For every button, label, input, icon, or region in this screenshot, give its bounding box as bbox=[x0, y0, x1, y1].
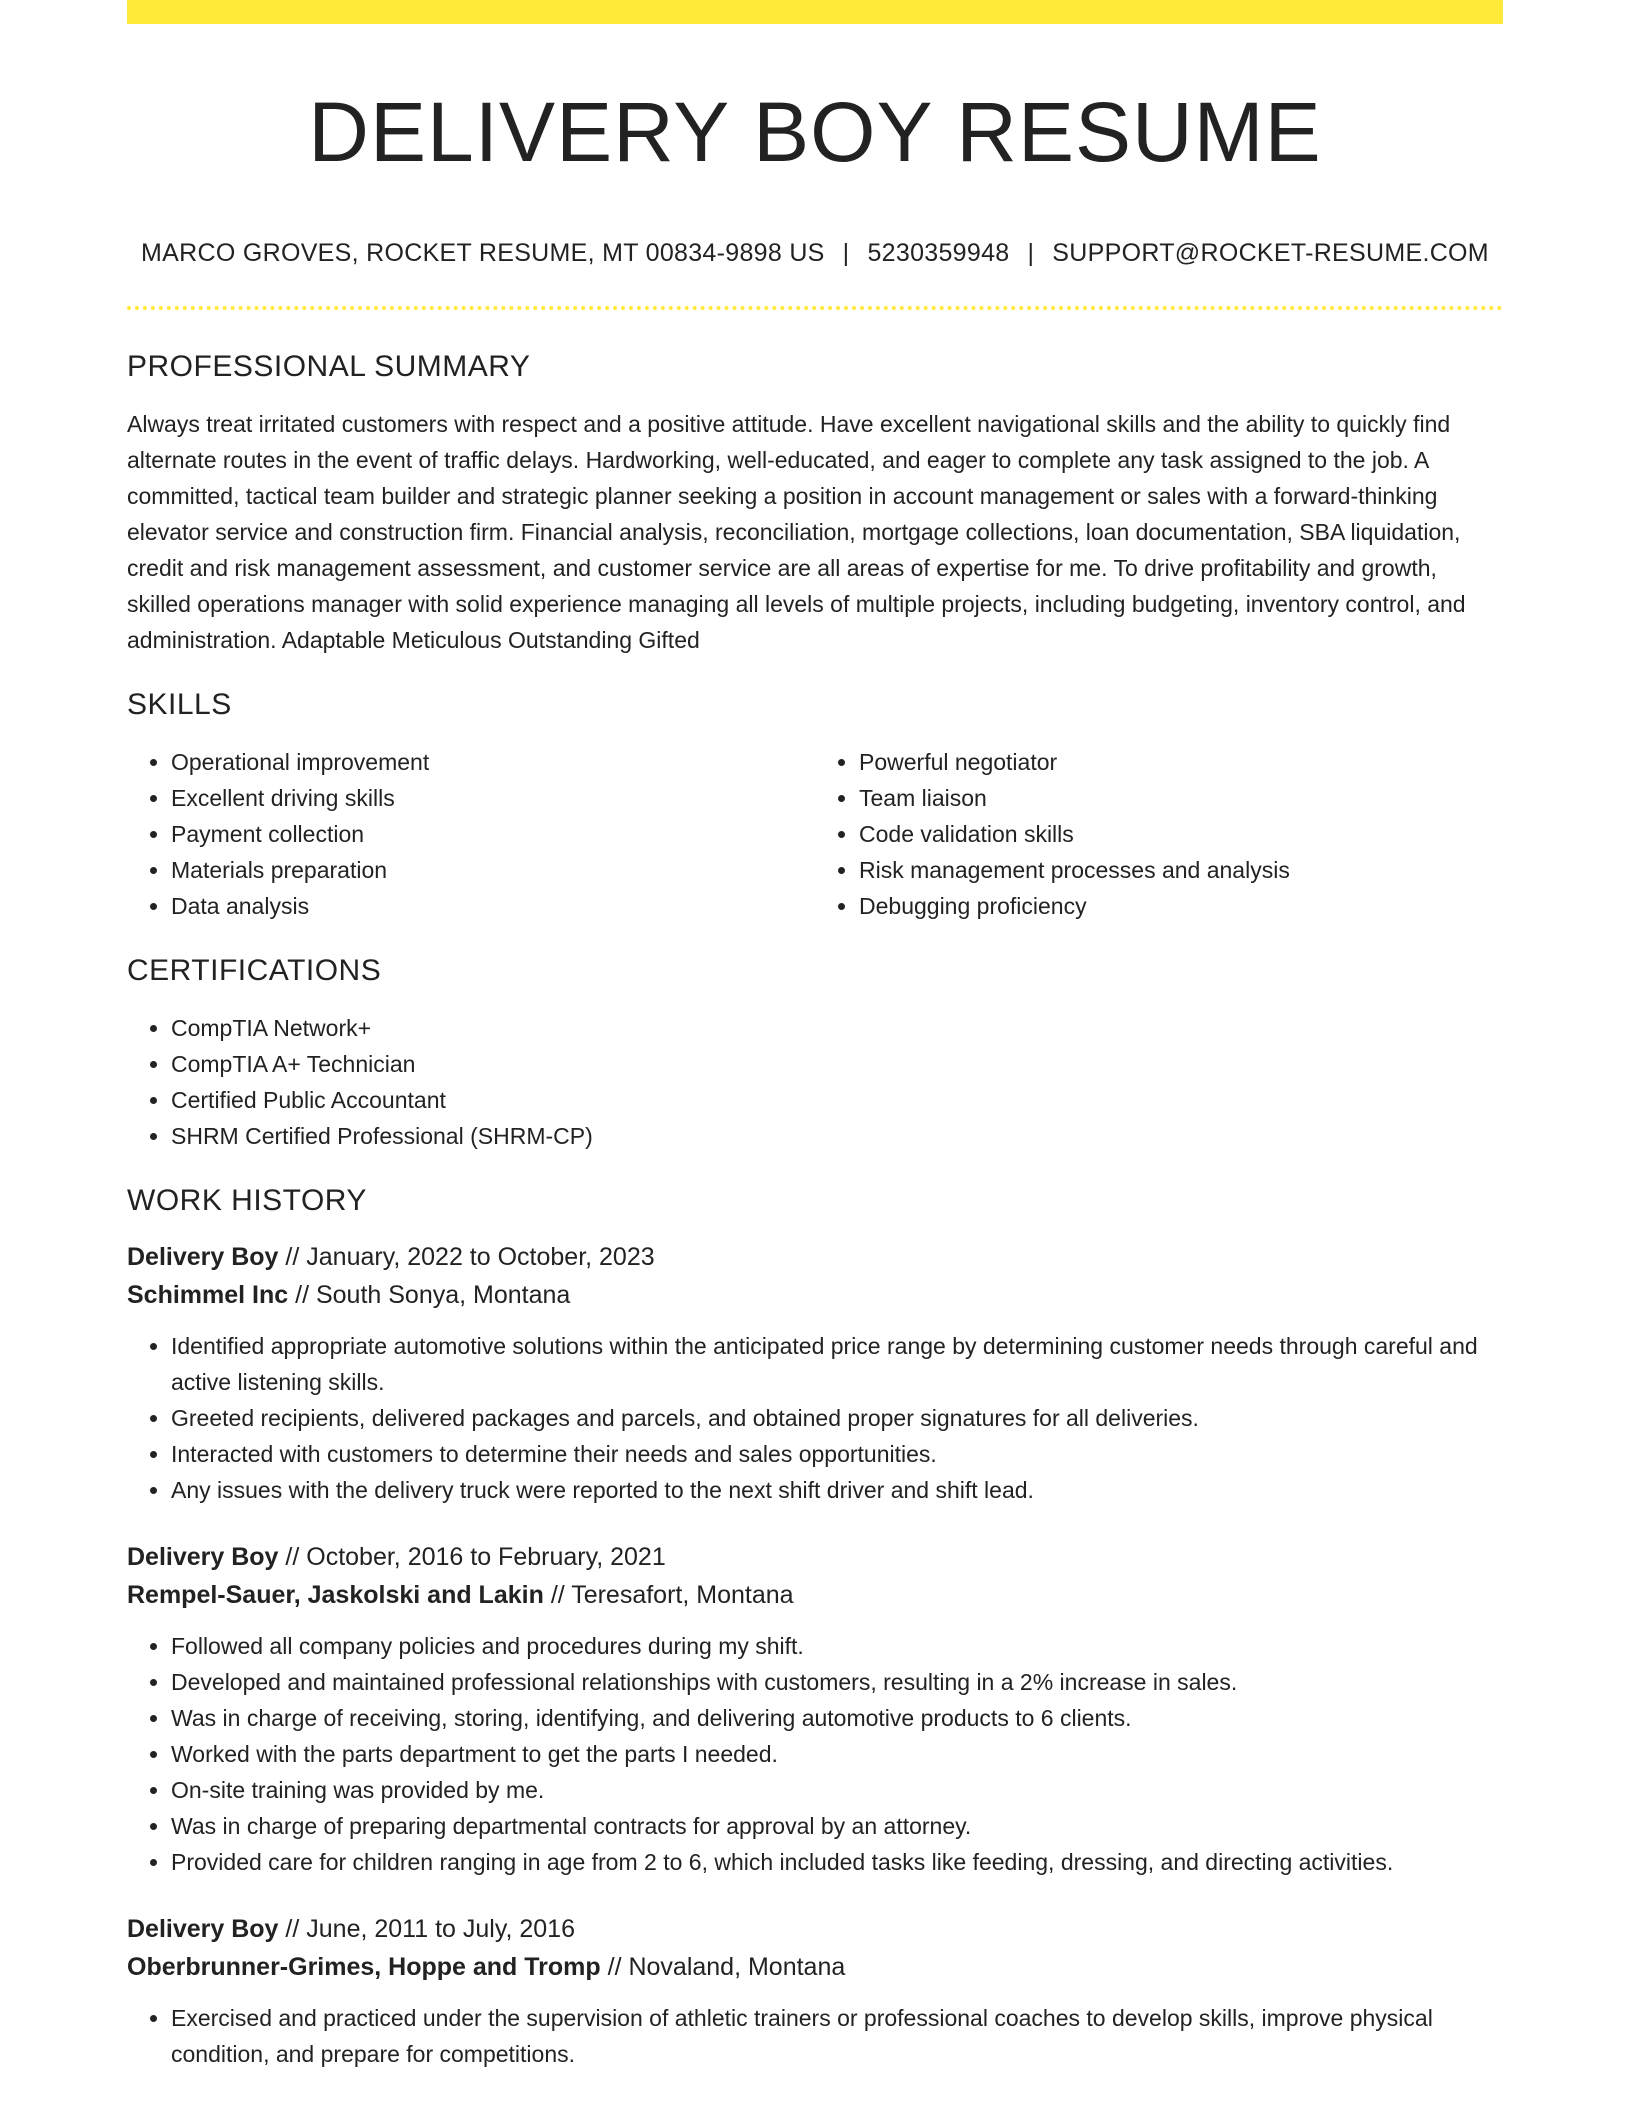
job-title: Delivery Boy bbox=[127, 1242, 279, 1271]
skills-section bbox=[127, 688, 1503, 924]
contact-email[interactable]: SUPPORT@ROCKET-RESUME.COM bbox=[1052, 238, 1489, 267]
contact-separator: | bbox=[842, 238, 850, 267]
skill-item: • Data analysis bbox=[171, 888, 815, 924]
job-entry bbox=[127, 1910, 1503, 2072]
contact-address: MARCO GROVES, ROCKET RESUME, MT 00834-9898 US bbox=[141, 238, 825, 267]
certification-item: • SHRM Certified Professional (SHRM-CP) bbox=[171, 1118, 1503, 1154]
resume-page bbox=[127, 0, 1503, 2072]
job-company-line bbox=[127, 1576, 1503, 1614]
job-title-line bbox=[127, 1538, 1503, 1576]
job-bullet: • Greeted recipients, delivered packages and parcels, and obtained proper signatures for all deliveries. bbox=[171, 1400, 1503, 1436]
job-bullet: • Any issues with the delivery truck were reported to the next shift driver and shift lead. bbox=[171, 1472, 1503, 1508]
job-bullet: • Was in charge of receiving, storing, identifying, and delivering automotive products to 6 clients. bbox=[171, 1700, 1503, 1736]
work-history-section bbox=[127, 1184, 1503, 2072]
skill-item: • Materials preparation bbox=[171, 852, 815, 888]
skill-item: • Risk management processes and analysis bbox=[859, 852, 1503, 888]
job-bullets bbox=[127, 1328, 1503, 1508]
certification-item: • Certified Public Accountant bbox=[171, 1082, 1503, 1118]
job-entry bbox=[127, 1538, 1503, 1880]
skill-item: • Excellent driving skills bbox=[171, 780, 815, 816]
job-company-line bbox=[127, 1276, 1503, 1314]
job-location: // South Sonya, Montana bbox=[295, 1280, 571, 1309]
job-dates: // June, 2011 to July, 2016 bbox=[285, 1914, 575, 1943]
work-history-heading: WORK HISTORY bbox=[127, 1183, 367, 1217]
job-company: Oberbrunner-Grimes, Hoppe and Tromp bbox=[127, 1952, 601, 1981]
job-bullet: • Exercised and practiced under the supervision of athletic trainers or professional coaches to develop skills, improve physical condition, and prepare for competitions. bbox=[171, 2000, 1503, 2072]
contact-separator: | bbox=[1027, 238, 1035, 267]
certification-item: • CompTIA A+ Technician bbox=[171, 1046, 1503, 1082]
job-company: Schimmel Inc bbox=[127, 1280, 289, 1309]
job-company: Rempel-Sauer, Jaskolski and Lakin bbox=[127, 1580, 544, 1609]
job-location: // Teresafort, Montana bbox=[550, 1580, 794, 1609]
job-location: // Novaland, Montana bbox=[607, 1952, 846, 1981]
job-bullet: • Developed and maintained professional relationships with customers, resulting in a 2% increase in sales. bbox=[171, 1664, 1503, 1700]
certifications-section bbox=[127, 954, 1503, 1154]
certifications-heading: CERTIFICATIONS bbox=[127, 953, 382, 987]
skills-list-left bbox=[127, 744, 815, 924]
job-bullet: • Was in charge of preparing departmental contracts for approval by an attorney. bbox=[171, 1808, 1503, 1844]
job-bullet: • Provided care for children ranging in age from 2 to 6, which included tasks like feeding, dressing, and directing activities. bbox=[171, 1844, 1503, 1880]
skill-item: • Operational improvement bbox=[171, 744, 815, 780]
job-title-line bbox=[127, 1910, 1503, 1948]
skill-item: • Code validation skills bbox=[859, 816, 1503, 852]
resume-title: DELIVERY BOY RESUME bbox=[308, 85, 1322, 179]
skills-heading: SKILLS bbox=[127, 687, 232, 721]
job-bullets bbox=[127, 1628, 1503, 1880]
summary-text: Always treat irritated customers with respect and a positive attitude. Have excellent navigational skills and the ability to quickly find alternate routes in the event of traffic delays. Hardworking, well-educated, and eager to complete any task assigned to the job. A committed, tactical team builder and strategic planner seeking a position in account management or sales with a forward-thinking elevator service and construction firm. Financial analysis, reconciliation, mortgage collections, loan documentation, SBA liquidation, credit and risk management assessment, and customer service are all areas of expertise for me. To drive profitability and growth, skilled operations manager with solid experience managing all levels of multiple projects, including budgeting, inventory control, and administration. Adaptable Meticulous Outstanding Gifted bbox=[127, 410, 1466, 653]
accent-top-bar bbox=[127, 0, 1503, 24]
job-title: Delivery Boy bbox=[127, 1542, 279, 1571]
dotted-divider bbox=[127, 306, 1503, 310]
job-title: Delivery Boy bbox=[127, 1914, 279, 1943]
job-title-line bbox=[127, 1238, 1503, 1276]
job-bullets bbox=[127, 2000, 1503, 2072]
job-dates: // October, 2016 to February, 2021 bbox=[285, 1542, 666, 1571]
summary-section bbox=[127, 350, 1503, 658]
job-bullet: • Worked with the parts department to get the parts I needed. bbox=[171, 1736, 1503, 1772]
skills-grid bbox=[127, 744, 1503, 924]
skill-item: • Powerful negotiator bbox=[859, 744, 1503, 780]
skill-item: • Debugging proficiency bbox=[859, 888, 1503, 924]
job-bullet: • On-site training was provided by me. bbox=[171, 1772, 1503, 1808]
contact-phone: 5230359948 bbox=[867, 238, 1010, 267]
certifications-list bbox=[127, 1010, 1503, 1154]
certification-item: • CompTIA Network+ bbox=[171, 1010, 1503, 1046]
job-bullet: • Followed all company policies and procedures during my shift. bbox=[171, 1628, 1503, 1664]
job-bullet: • Interacted with customers to determine their needs and sales opportunities. bbox=[171, 1436, 1503, 1472]
job-entry bbox=[127, 1238, 1503, 1508]
job-bullet: • Identified appropriate automotive solutions within the anticipated price range by determining customer needs through careful and active listening skills. bbox=[171, 1328, 1503, 1400]
job-company-line bbox=[127, 1948, 1503, 1986]
skills-list-right bbox=[815, 744, 1503, 924]
job-dates: // January, 2022 to October, 2023 bbox=[285, 1242, 655, 1271]
skill-item: • Team liaison bbox=[859, 780, 1503, 816]
skill-item: • Payment collection bbox=[171, 816, 815, 852]
summary-heading: PROFESSIONAL SUMMARY bbox=[127, 349, 531, 383]
contact-line bbox=[127, 239, 1503, 268]
